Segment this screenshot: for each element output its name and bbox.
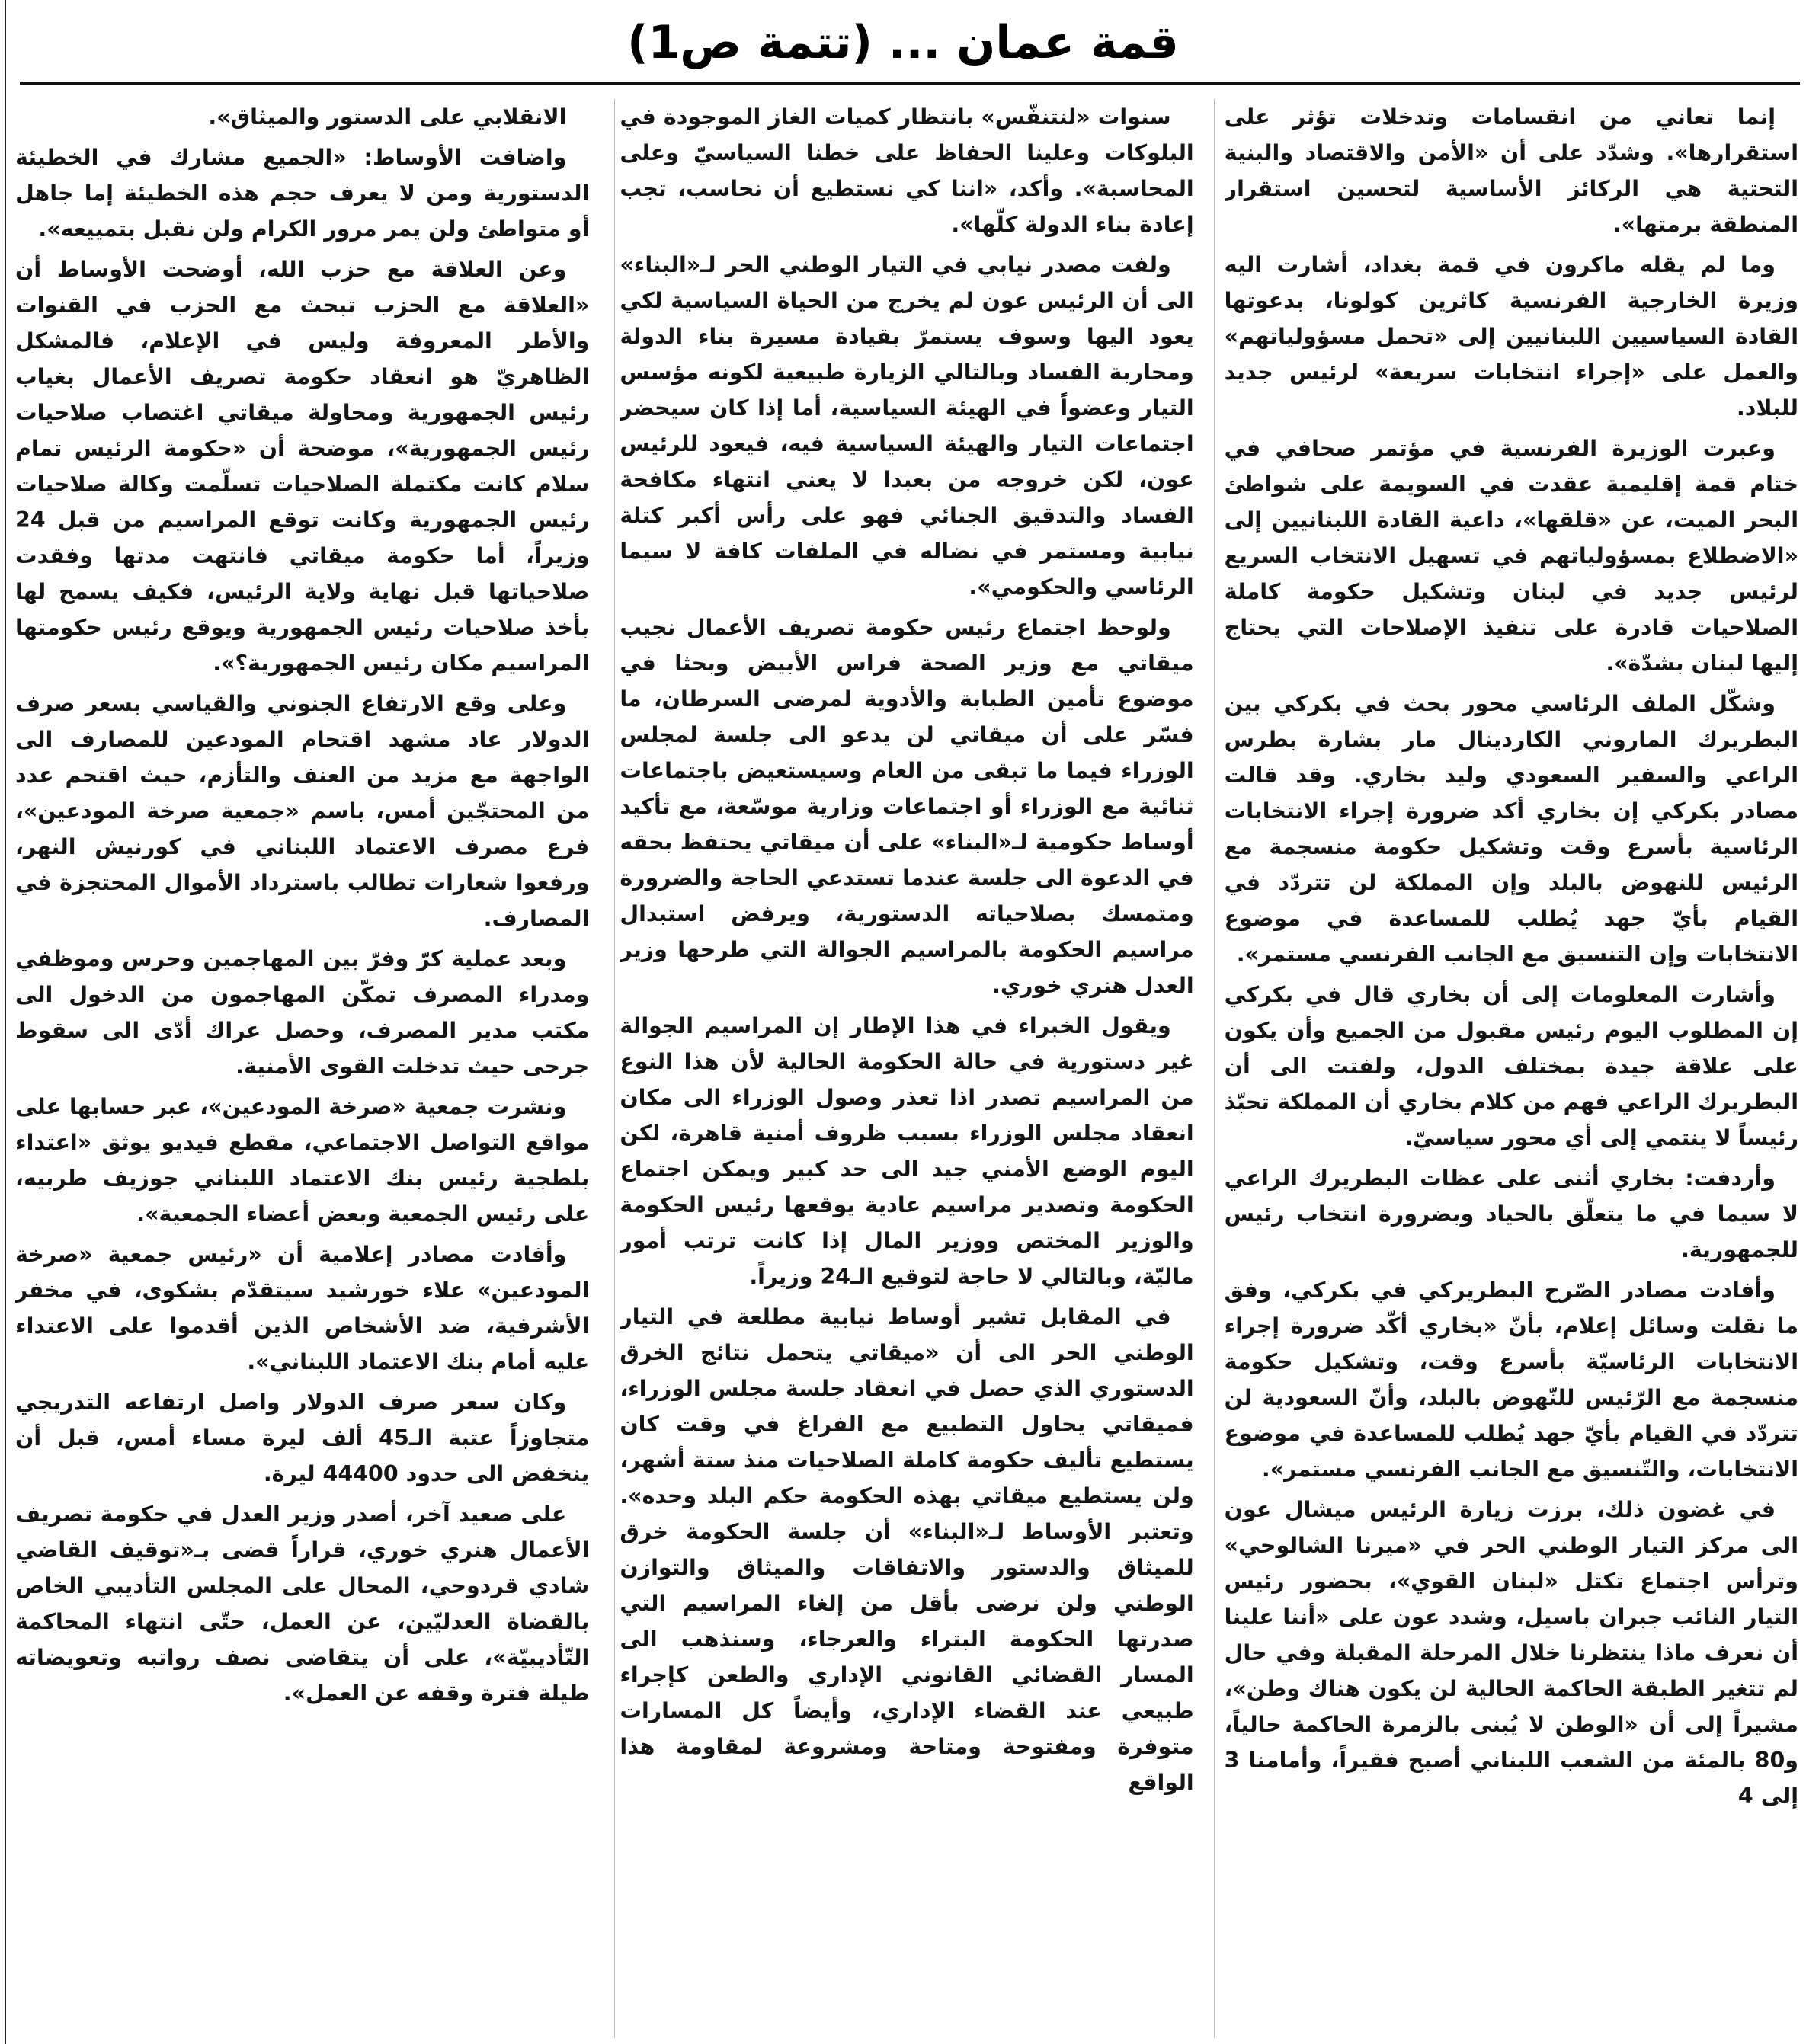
headline: قمة عمان ... (تتمة ص1) — [627, 16, 1179, 69]
article-paragraph: إنما تعاني من انقسامات وتدخلات تؤثر على استقرارها». وشدّد على أن «الأمن والاقتصاد والبنية التحتية هي الركائز الأساسية لتحسين استقرار المنطقة برمتها». — [1224, 104, 1798, 237]
article-paragraph: وأشارت المعلومات إلى أن بخاري قال في بكركي إن المطلوب اليوم رئيس مقبول من الجميع وأن يكون على علاقة جيدة بمختلف الدول، ولفتت الى أن البطريرك الراعي فهم من كلام بخاري أن المملكة تحبّذ رئيساً لا ينتمي إلى أي محور سياسيّ. — [1224, 982, 1798, 1150]
article-paragraph: وعبرت الوزيرة الفرنسية في مؤتمر صحافي في ختام قمة إقليمية عقدت في السويمة على شواطئ البحر الميت، عن «قلقها»، داعية القادة اللبنانيين إلى «الاضطلاع بمسؤولياتهم في تسهيل الانتخاب السريع لرئيس جديد في لبنان وتشكيل حكومة كاملة الصلاحيات قادرة على تنفيذ الإصلاحات التي يحتاج إليها لبنان بشدّة». — [1224, 436, 1798, 676]
article-paragraph: وكان سعر صرف الدولار واصل ارتفاعه التدريجي متجاوزاً عتبة الـ45 ألف ليرة مساء أمس، قبل أن ينخفض الى حدود 44400 ليرة. — [15, 1390, 590, 1486]
article-paragraph: وعن العلاقة مع حزب الله، أوضحت الأوساط أن «العلاقة مع الحزب تبحث مع الحزب في القنوات والأطر المعروفة وليس في الإعلام، فالمشكل الظاهريّ هو انعقاد حكومة تصريف الأعمال بغياب رئيس الجمهورية ومحاولة ميقاتي اغتصاب صلاحيات رئيس الجمهورية»، موضحة أن «حكومة الرئيس تمام سلام كانت مكتملة الصلاحيات تسلّمت وكالة صلاحيات رئيس الجمهورية وكانت توقع المراسيم من قبل 24 وزيراً، أما حكومة ميقاتي فانتهت مدتها وفقدت صلاحياتها قبل نهاية ولاية الرئيس، فكيف يسمح لها بأخذ صلاحيات رئيس الجمهورية ويوقع رئيس حكومتها المراسيم مكان رئيس الجمهورية؟». — [15, 257, 590, 676]
article-paragraph: وبعد عملية كرّ وفرّ بين المهاجمين وحرس وموظفي ومدراء المصرف تمكّن المهاجمون من الدخول الى مكتب مدير المصرف، وحصل عراك أدّى الى سقوط جرحى حيث تدخلت القوى الأمنية. — [15, 946, 590, 1079]
article-paragraph: وشكّل الملف الرئاسي محور بحث في بكركي بين البطريرك الماروني الكاردينال مار بشارة بطرس الراعي والسفير السعودي وليد بخاري. وقد قالت مصادر بكركي إن بخاري أكد ضرورة إجراء الانتخابات الرئاسية بأسرع وقت وتشكيل حكومة منسجمة مع الرئيس للنهوض بالبلد وإن المملكة لن تتردّد في القيام بأيّ جهد يُطلب للمساعدة في موضوع الانتخابات وإن التنسيق مع الجانب الفرنسي مستمر». — [1224, 691, 1798, 967]
article-paragraph: وأفادت مصادر إعلامية أن «رئيس جمعية «صرخة المودعين» علاء خورشيد سيتقدّم بشكوى، في مخفر الأشرفية، ضد الأشخاص الذين أقدموا على الاعتداء عليه أمام بنك الاعتماد اللبناني». — [15, 1242, 590, 1374]
column-divider — [1214, 99, 1215, 2038]
article-paragraph: في غضون ذلك، برزت زيارة الرئيس ميشال عون الى مركز التيار الوطني الحر في «ميرنا الشالوحي» وترأس اجتماع تكتل «لبنان القوي»، بحضور رئيس التيار النائب جبران باسيل، وشدد عون على «أننا علينا أن نعرف ماذا ينتظرنا خلال المرحلة المقبلة وفي حال لم تتغير الطبقة الحاكمة الحالية لن يكون هناك وطن»، مشيراً إلى أن «الوطن لا يُبنى بالزمرة الحاكمة حالياً، و80 بالمئة من الشعب اللبناني أصبح فقيراً، وأمامنا 3 إلى 4 — [1224, 1497, 1798, 1809]
article-column-2 — [620, 99, 1193, 2038]
article-column-1 — [1225, 99, 1798, 2038]
article-paragraph: ويقول الخبراء في هذا الإطار إن المراسيم الجوالة غير دستورية في حالة الحكومة الحالية لأن هذا النوع من المراسيم تصدر اذا تعذر وصول الوزراء الى مكان انعقاد مجلس الوزراء بسبب ظروف أمنية قاهرة، لكن اليوم الوضع الأمني جيد الى حد كبير ويمكن اجتماع الحكومة وتصدير مراسيم عادية يوقعها رئيس الحكومة والوزير المختص ووزير المال إذا كانت ترتب أمور ماليّة، وبالتالي لا حاجة لتوقيع الـ24 وزيراً. — [620, 1013, 1194, 1289]
article-paragraph: واضافت الأوساط: «الجميع مشارك في الخطيئة الدستورية ومن لا يعرف حجم هذه الخطيئة إما جاهل أو متواطئ ولن يمر مرور الكرام ولن نقبل بتمييعه». — [15, 145, 590, 242]
article-columns — [15, 99, 1798, 2038]
article-paragraph: الانقلابي على الدستور والميثاق». — [208, 104, 567, 130]
article-paragraph: وأردفت: بخاري أثنى على عظات البطريرك الراعي لا سيما في ما يتعلّق بالحياد وبضرورة انتخاب رئيس للجمهورية. — [1224, 1166, 1798, 1262]
article-paragraph: ولوحظ اجتماع رئيس حكومة تصريف الأعمال نجيب ميقاتي مع وزير الصحة فراس الأبيض وبحثا في موضوع تأمين الطبابة والأدوية لمرضى السرطان، ما فسّر على أن ميقاتي لن يدعو الى جلسة لمجلس الوزراء فيما ما تبقى من العام وسيستعيض باجتماعات ثنائية مع الوزراء أو اجتماعات وزارية موسّعة، مع تأكيد أوساط حكومية لـ«البناء» على أن ميقاتي يحتفظ بحقه في الدعوة الى جلسة عندما تستدعي الحاجة والضرورة ومتمسك بصلاحياته الدستورية، ويرفض استبدال مراسيم الحكومة بالمراسيم الجوالة التي طرحها وزير العدل هنري خوري. — [620, 615, 1194, 998]
article-paragraph: وأفادت مصادر الصّرح البطريركي في بكركي، وفق ما نقلت وسائل إعلام، بأنّ «بخاري أكّد ضرورة إجراء الانتخابات الرئاسيّة بأسرع وقت، وتشكيل حكومة منسجمة مع الرّئيس للنّهوض بالبلد، وأنّ السعودية لن تتردّد في القيام بأيّ جهد يُطلب للمساعدة في موضوع الانتخابات، والتّنسيق مع الجانب الفرنسي مستمر». — [1224, 1278, 1798, 1482]
page-edge-rule — [5, 0, 6, 2044]
article-paragraph: ونشرت جمعية «صرخة المودعين»، عبر حسابها على مواقع التواصل الاجتماعي، مقطع فيديو يوثق «اعتداء بلطجية رئيس بنك الاعتماد اللبناني جوزيف طربيه، على رئيس الجمعية وبعض أعضاء الجمعية». — [15, 1094, 590, 1227]
article-paragraph: وعلى وقع الارتفاع الجنوني والقياسي بسعر صرف الدولار عاد مشهد اقتحام المودعين للمصارف الى الواجهة مع مزيد من العنف والتأزم، حيث اقتحم عدد من المحتجّين أمس، باسم «جمعية صرخة المودعين»، فرع مصرف الاعتماد اللبناني في كورنيش النهر، ورفعوا شعارات تطالب باسترداد الأموال المحتجزة في المصارف. — [15, 691, 590, 931]
article-paragraph: ولفت مصدر نيابي في التيار الوطني الحر لـ«البناء» الى أن الرئيس عون لم يخرج من الحياة السياسية لكي يعود اليها وسوف يستمرّ بقيادة مسيرة بناء الدولة ومحاربة الفساد وبالتالي الزيارة طبيعية لكونه مؤسس التيار وعضواً في الهيئة السياسية، أما إذا كان سيحضر اجتماعات التيار والهيئة السياسية فيه، فيعود للرئيس عون، لكن خروجه من بعبدا لا يعني انتهاء مكافحة الفساد والتدقيق الجنائي فهو على رأس أكبر كتلة نيابية ومستمر في نضاله في الملفات كافة لا سيما الرئاسي والحكومي». — [620, 252, 1194, 600]
article-paragraph: على صعيد آخر، أصدر وزير العدل في حكومة تصريف الأعمال هنري خوري، قراراً قضى بـ«توقيف القاضي شادي قردوحي، المحال على المجلس التأديبي الخاص بالقضاة العدليّين، عن العمل، حتّى انتهاء المحاكمة التّأديبيّة»، على أن يتقاضى نصف رواتبه وتعويضاته طيلة فترة وقفه عن العمل». — [15, 1502, 590, 1706]
article-paragraph: في المقابل تشير أوساط نيابية مطلعة في التيار الوطني الحر الى أن «ميقاتي يتحمل نتائج الخرق الدستوري الذي حصل في انعقاد جلسة مجلس الوزراء، فميقاتي يحاول التطبيع مع الفراغ في وقت كان يستطيع تأليف حكومة كاملة الصلاحيات منذ ستة أشهر، ولن يستطيع ميقاتي بهذه الحكومة حكم البلد وحده». وتعتبر الأوساط لـ«البناء» أن جلسة الحكومة خرق للميثاق والدستور والاتفاقات والميثاق والتوازن الوطني ولن نرضى بأقل من إلغاء المراسيم التي صدرتها الحكومة البتراء والعرجاء، وسنذهب الى المسار القضائي القانوني الإداري والطعن كإجراء طبيعي عند القضاء الإداري، وأيضاً كل المسارات متوفرة ومفتوحة ومتاحة ومشروعة لمقاومة هذا الواقع — [620, 1304, 1194, 1795]
column-divider — [614, 99, 615, 2038]
article-paragraph: وما لم يقله ماكرون في قمة بغداد، أشارت اليه وزيرة الخارجية الفرنسية كاثرين كولونا، بدعوتها القادة السياسيين اللبنانيين إلى «تحمل مسؤولياتهم» والعمل على «إجراء انتخابات سريعة» لرئيس جديد للبلاد. — [1224, 252, 1798, 421]
article-paragraph: سنوات «لنتنفّس» بانتظار كميات الغاز الموجودة في البلوكات وعلينا الحفاظ على خطنا السياسيّ وعلى المحاسبة». وأكد، «اننا كي نستطيع أن نحاسب، تجب إعادة بناء الدولة كلّها». — [620, 104, 1194, 237]
headline-divider — [20, 82, 1800, 85]
article-column-3 — [15, 99, 589, 2038]
